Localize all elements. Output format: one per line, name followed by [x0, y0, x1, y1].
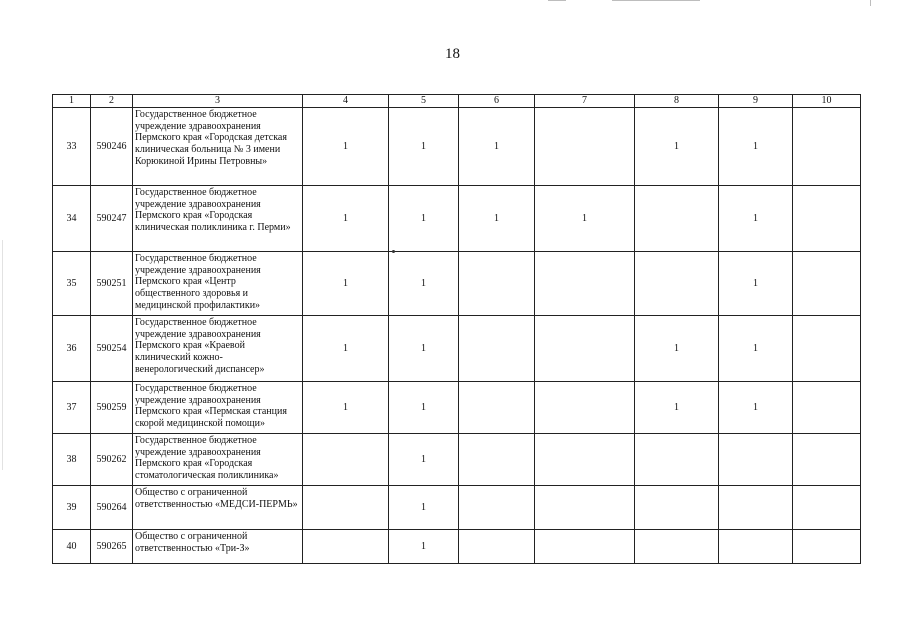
table-row [53, 530, 861, 564]
value-cell [535, 434, 635, 486]
organization-name: Государственное бюджетное учреждение здравоохранения Пермского края «Городская стоматологическая поликлиника» [133, 434, 303, 486]
scan-artifact [2, 240, 3, 470]
column-header: 5 [389, 95, 459, 108]
value-cell: 1 [719, 382, 793, 434]
row-number: 36 [53, 316, 91, 382]
column-header: 6 [459, 95, 535, 108]
scan-artifact [870, 0, 871, 6]
table-row [53, 316, 861, 382]
value-cell [535, 252, 635, 316]
column-header: 2 [91, 95, 133, 108]
scan-artifact [548, 0, 566, 1]
value-cell [635, 530, 719, 564]
value-cell: 1 [635, 108, 719, 186]
row-number: 35 [53, 252, 91, 316]
value-cell: 1 [303, 316, 389, 382]
value-cell: 1 [389, 382, 459, 434]
organization-name: Государственное бюджетное учреждение здравоохранения Пермского края «Городская детская клиническая больница № 3 имени Корюкиной Ирины Петровны» [133, 108, 303, 186]
value-cell: 1 [389, 316, 459, 382]
row-number: 40 [53, 530, 91, 564]
table-row [53, 434, 861, 486]
value-cell [535, 316, 635, 382]
value-cell [793, 252, 861, 316]
value-cell: 1 [389, 108, 459, 186]
scan-artifact [612, 0, 700, 1]
value-cell [459, 252, 535, 316]
column-header: 1 [53, 95, 91, 108]
value-cell [535, 108, 635, 186]
organization-name: Государственное бюджетное учреждение здравоохранения Пермского края «Городская клиническая поликлиника г. Перми» [133, 186, 303, 252]
value-cell: 1 [719, 108, 793, 186]
value-cell [793, 186, 861, 252]
value-cell [719, 486, 793, 530]
value-cell [793, 108, 861, 186]
organization-code: 590262 [91, 434, 133, 486]
value-cell [303, 486, 389, 530]
column-header: 3 [133, 95, 303, 108]
table-header-row [53, 95, 861, 108]
value-cell [793, 316, 861, 382]
value-cell: 1 [303, 186, 389, 252]
value-cell: 1 [719, 252, 793, 316]
table-row [53, 252, 861, 316]
value-cell: 1 [719, 186, 793, 252]
organization-code: 590251 [91, 252, 133, 316]
table-row [53, 486, 861, 530]
value-cell: 1 [389, 486, 459, 530]
value-cell: 1 [459, 108, 535, 186]
table-row [53, 186, 861, 252]
organization-code: 590259 [91, 382, 133, 434]
value-cell: 1 [389, 186, 459, 252]
organization-code: 590264 [91, 486, 133, 530]
value-cell [719, 530, 793, 564]
value-cell: 1 [459, 186, 535, 252]
row-number: 37 [53, 382, 91, 434]
organization-name: Общество с ограниченной ответственностью «Три-З» [133, 530, 303, 564]
value-cell [459, 434, 535, 486]
value-cell [535, 382, 635, 434]
organization-name: Общество с ограниченной ответственностью «МЕДСИ-ПЕРМЬ» [133, 486, 303, 530]
value-cell [793, 434, 861, 486]
value-cell: 1 [303, 252, 389, 316]
organization-code: 590246 [91, 108, 133, 186]
value-cell: 1 [389, 434, 459, 486]
value-cell [793, 530, 861, 564]
value-cell [793, 382, 861, 434]
organization-code: 590265 [91, 530, 133, 564]
value-cell: 1 [389, 530, 459, 564]
table-body [53, 95, 861, 564]
column-header: 7 [535, 95, 635, 108]
value-cell [303, 530, 389, 564]
column-header: 8 [635, 95, 719, 108]
value-cell: 1 [389, 252, 459, 316]
organization-name: Государственное бюджетное учреждение здравоохранения Пермского края «Краевой клинический кожно-венерологический диспансер» [133, 316, 303, 382]
value-cell [793, 486, 861, 530]
scan-dot [392, 250, 395, 253]
value-cell [459, 382, 535, 434]
row-number: 39 [53, 486, 91, 530]
value-cell [459, 486, 535, 530]
data-table [52, 94, 861, 564]
value-cell [719, 434, 793, 486]
value-cell: 1 [535, 186, 635, 252]
value-cell: 1 [635, 316, 719, 382]
column-header: 10 [793, 95, 861, 108]
value-cell: 1 [719, 316, 793, 382]
value-cell [459, 316, 535, 382]
value-cell [635, 186, 719, 252]
table-row [53, 382, 861, 434]
value-cell [635, 486, 719, 530]
value-cell: 1 [635, 382, 719, 434]
column-header: 4 [303, 95, 389, 108]
organization-code: 590254 [91, 316, 133, 382]
value-cell [635, 434, 719, 486]
value-cell [535, 486, 635, 530]
organization-name: Государственное бюджетное учреждение здравоохранения Пермского края «Пермская станция скорой медицинской помощи» [133, 382, 303, 434]
value-cell: 1 [303, 382, 389, 434]
row-number: 38 [53, 434, 91, 486]
table-row [53, 108, 861, 186]
value-cell: 1 [303, 108, 389, 186]
value-cell [535, 530, 635, 564]
value-cell [459, 530, 535, 564]
row-number: 34 [53, 186, 91, 252]
column-header: 9 [719, 95, 793, 108]
value-cell [635, 252, 719, 316]
organization-name: Государственное бюджетное учреждение здравоохранения Пермского края «Центр общественного здоровья и медицинской профилактики» [133, 252, 303, 316]
value-cell [303, 434, 389, 486]
organization-code: 590247 [91, 186, 133, 252]
page-number: 18 [445, 46, 460, 62]
row-number: 33 [53, 108, 91, 186]
